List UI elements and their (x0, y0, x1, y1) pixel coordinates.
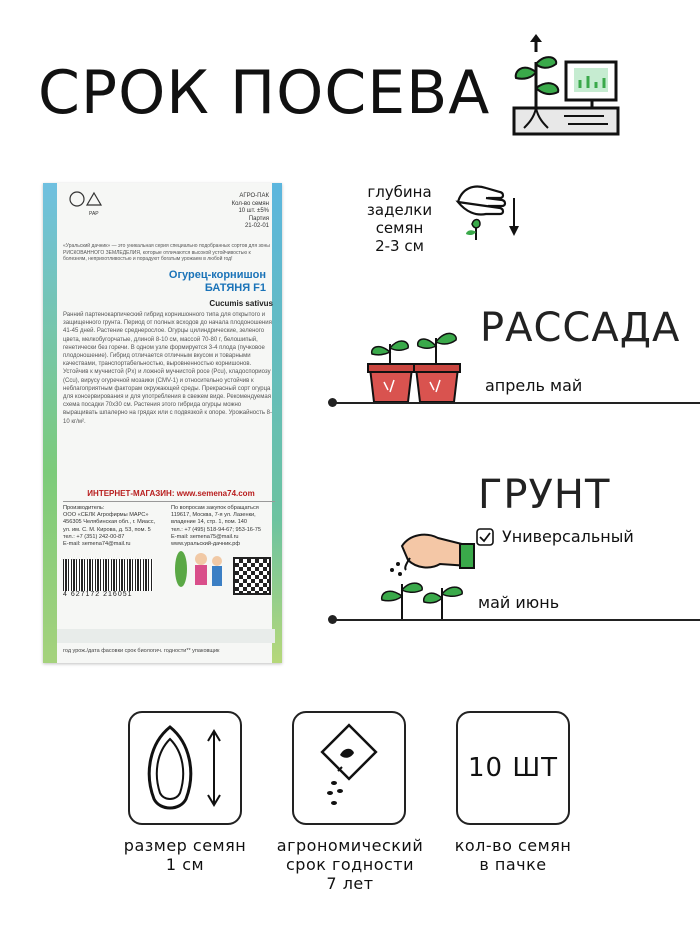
seed-size-icon (130, 713, 240, 823)
hand-watering-icon (376, 524, 476, 622)
feature-seed-count-line1: кол-во семян (454, 836, 572, 855)
page-title: СРОК ПОСЕВА (38, 58, 491, 128)
count-label: Кол-во семян (231, 200, 269, 207)
qr-code (233, 557, 271, 595)
rassada-title: РАССАДА (480, 305, 681, 351)
svg-text:PAP: PAP (89, 211, 99, 217)
product-description: Ранний партенокарпический гибрид корнишонного типа для открытого и защищенного грунта. Период от полных всходов до начала плодоношения 41-45 дней. Растение среднерослое. Огурцы цилиндрические, зеленого цвета, мелкобугорчатые, длиной 8-10 см, массой 70-80 г, белошипый, генетически без горечи. В одном узле формируется 3-4 плода (пучковое плодоношение). Гибрид отличается отличным вкусом и товарными качествами, транспортабельностью, выровненностью корнишонов. Устойчив к мучнистой (Рх) и ложной мучнистой росе (Рcu), кладоспориозу (Ccu), вирусу огуречной мозаики (CMV-1) и относительно устойчив к неблагоприятным факторам окружающей среды. Прекрасный сорт огурца для консервирования и для употребления в свежем виде. Рекомендуемая схема посадки 70x30 см. Растения этого гибрида огурцы можно выращивать шпалерно на грядах или с подвязкой к опоре. Урожайность 8-10 кг/м². (63, 312, 273, 425)
barcode-number: 4 627172 216051 (63, 591, 133, 598)
latin-name: Cucumis sativus (209, 299, 273, 308)
sprout-chart-icon (508, 32, 620, 142)
feature-seed-count (438, 836, 588, 874)
feature-shelf-life-line3: 7 лет (326, 874, 374, 893)
feature-seed-size (110, 836, 260, 874)
count-box-value: 10 ШТ (467, 753, 559, 783)
feature-shelf-life-line2: срок годности (285, 855, 414, 874)
checkbox-icon (476, 528, 494, 546)
soil-type: Универсальный (502, 527, 634, 546)
depth-line1: глубина (367, 183, 432, 201)
rassada-timeline (332, 402, 700, 404)
rassada-months: апрель май (485, 376, 583, 395)
count-box (456, 711, 570, 825)
product-name-line2: БАТЯНЯ F1 (204, 282, 266, 294)
batch-label: Партия (248, 215, 269, 222)
grunt-title: ГРУНТ (478, 472, 611, 518)
packet-intro: «Уральский дачник» — это уникальная серия специально подобранных сортов для зоны РИСКОВАННОГО ЗЕМЛЕДЕЛИЯ, которые отличаются высокой устойчивостью к болезням, неприхотливостью и порадуют богатым урожаем в любой год! (63, 243, 270, 262)
feature-shelf-life (268, 836, 432, 893)
seed-packet-icon (294, 713, 404, 823)
packet-footer: год урож./дата фасовки срок биологич. годности** упаковщик (63, 648, 220, 654)
feature-seed-size-line1: размер семян (123, 836, 247, 855)
wholesale-info: По вопросам закупок обращаться 119617, Москва, 7-я ул. Лазенки, владение 14, стр. 1, пом. 140 тел.: +7 (495) 518-94-67; 953-16-75 E-mail: semena75@mail.ru www.уральский-дачник.рф (171, 505, 262, 548)
sowing-depth (352, 183, 447, 255)
seedling-pots-icon (364, 324, 468, 404)
count-value: 10 шт. ±5% (238, 208, 269, 214)
shop-url: ИНТЕРНЕТ-МАГАЗИН: www.semena74.com (87, 489, 255, 498)
brand-tag: АГРО-ПАК (239, 193, 269, 199)
product-name (163, 269, 266, 295)
depth-value: 2-3 см (375, 237, 424, 255)
depth-line3: семян (375, 219, 424, 237)
hand-seed-icon (452, 180, 524, 246)
batch-value: 21-02-01 (244, 223, 269, 229)
barcode (63, 559, 153, 591)
packet-stripe-left (43, 183, 57, 663)
gardener-figures-image (161, 547, 227, 595)
recycling-icon (67, 189, 107, 219)
feature-seed-count-line2: в пачке (479, 855, 547, 874)
shelf-life-box (292, 711, 406, 825)
product-name-line1: Огурец-корнишон (168, 269, 266, 281)
grunt-months: май июнь (478, 593, 560, 612)
packet-meta (219, 193, 269, 231)
feature-seed-size-line2: 1 см (165, 855, 205, 874)
seed-packet-back (43, 183, 282, 663)
feature-shelf-life-line1: агрономический (276, 836, 424, 855)
depth-line2: заделки (366, 201, 433, 219)
producer-info: Производитель: ООО «СЕЛК Агрофирмы МАРС» 456305 Челябинская обл., г. Миасс, ул. им. С. М. Кирова, д. 53, пом. 5 тел.: +7 (351) 242-00-87 E-mail: semena74@mail.ru (63, 505, 156, 548)
grunt-timeline (332, 619, 700, 621)
seed-size-box (128, 711, 242, 825)
